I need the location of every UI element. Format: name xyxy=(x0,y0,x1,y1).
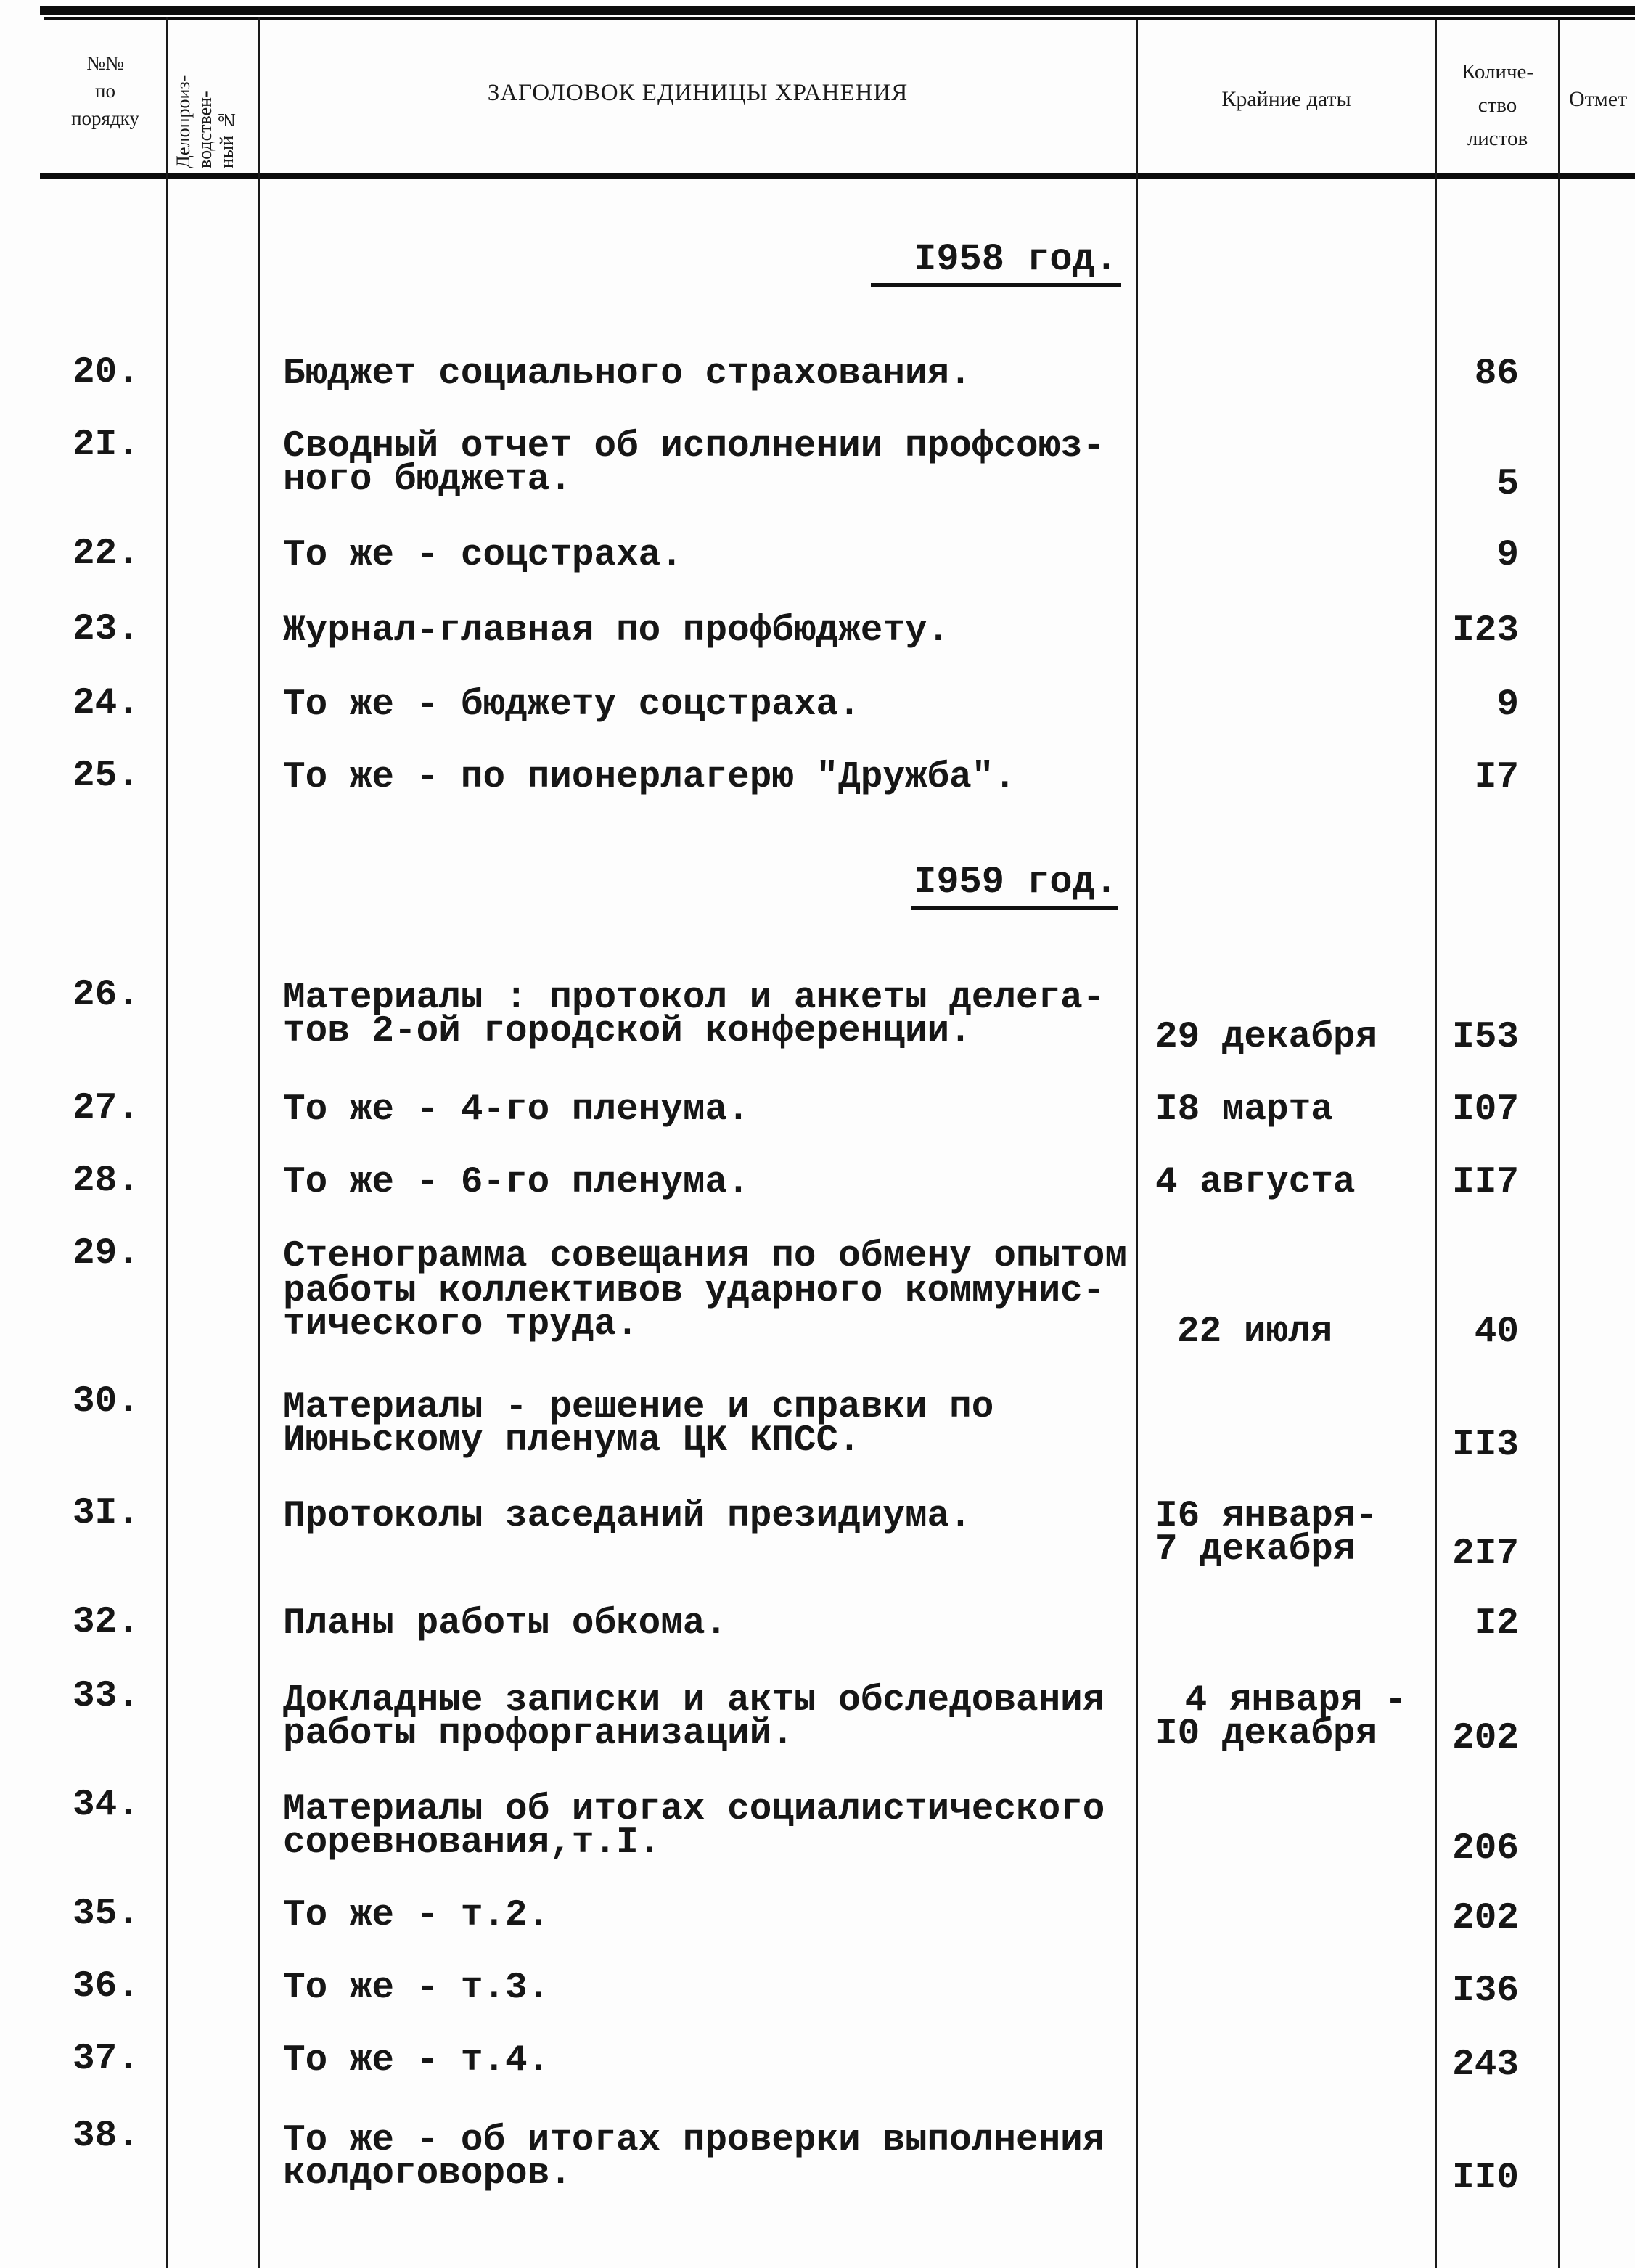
header-col-number: №№ по порядку xyxy=(71,52,139,129)
header-col-notes: Отмет xyxy=(1569,87,1628,111)
column-divider-4 xyxy=(1435,20,1437,2268)
header-top-rule-thick xyxy=(40,6,1635,15)
header-col-dates: Крайние даты xyxy=(1221,87,1351,111)
column-divider-5 xyxy=(1558,20,1560,2268)
archive-inventory-page: №№ по порядку Делопроиз- водствен- ный № ЗАГОЛОВОК ЕДИНИЦЫ ХРАНЕНИЯ Крайние даты Количе- ство листов Отмет I958 год. 20. Бюджет социального страхования. 86 2I. Сводный отчет об исполнении профсоюз- ного бюджета. 5 22. То же - соцстраха. 9 23. Журнал-главная по профбюджету. I23 24. То же - бюджету соцстраха. 9 25. То же - по пионерлагерю "Дружба". I7 I959 год. 26. Материалы : протокол и анкеты делега- тов 2-ой городской конференции. 29 декабря I53 27. То же - 4-го пленума. I8 марта I07 28. То же - 6-го пленума. 4 августа II7 29. Стенограмма совещания по обмену опытом работы коллективов ударного коммунис- тического труда. 22 июля 40 30. Материалы - решение и справки по Июньскому пленума ЦК КПСС. II3 3I. Протоколы заседаний президиума. I6 января- 7 декабря 2I7 32. Планы работы обкома. I2 33. Докладные записки и акты обследования работы профорганизаций. 4 января - I0 декабря 202 34. Материалы об итогах социалистического соревнования,т.I. 206 35. То же - т.2. 202 36. То же - т.3. I36 37. То же - т.4. 243 38. То же - об итогах проверки выполнения колдоговоров. II0 xyxy=(0,0,1635,2268)
header-top-rule-thin xyxy=(44,17,1635,20)
section-year-1959: I959 год. xyxy=(914,861,1118,904)
column-divider-1 xyxy=(166,17,168,2268)
section-year-1958: I958 год. xyxy=(914,238,1118,281)
column-divider-3 xyxy=(1136,20,1138,2268)
year-underline xyxy=(871,283,1121,287)
year-underline xyxy=(911,906,1118,910)
column-divider-2 xyxy=(258,17,260,2268)
header-bottom-rule xyxy=(40,173,1635,179)
header-col-title: ЗАГОЛОВОК ЕДИНИЦЫ ХРАНЕНИЯ xyxy=(487,80,909,106)
header-col-sheets: Количе- ство листов xyxy=(1461,60,1534,150)
header-col-office-number: Делопроиз- водствен- ный № xyxy=(173,75,237,168)
